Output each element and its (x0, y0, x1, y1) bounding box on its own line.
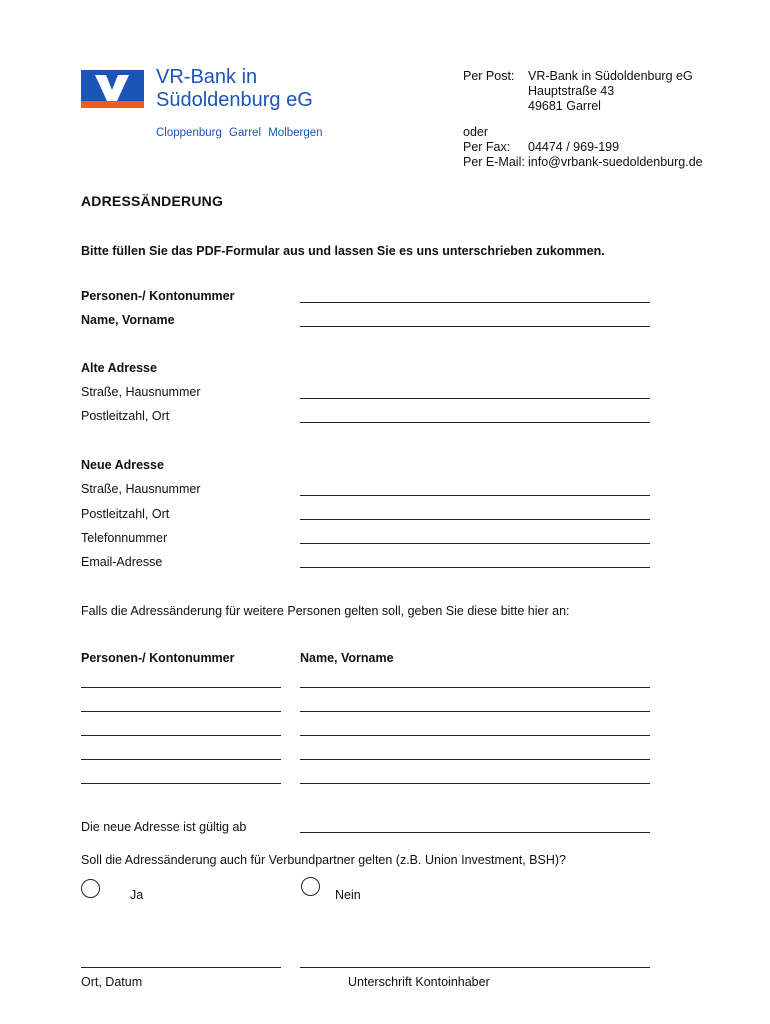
name-field[interactable] (300, 326, 650, 327)
fax-label: Per Fax: (463, 140, 511, 154)
extra-account-field-1[interactable] (81, 687, 281, 688)
option-yes-label: Ja (130, 888, 144, 902)
extra-name-field-3[interactable] (300, 735, 650, 736)
per-post-label: Per Post: (463, 69, 515, 83)
extra-name-field-4[interactable] (300, 759, 650, 760)
post-address (528, 69, 693, 114)
old-address-heading: Alte Adresse (81, 361, 157, 375)
bank-name-line2: Südoldenburg eG (156, 89, 313, 111)
old-street-field[interactable] (300, 398, 650, 399)
account-field[interactable] (300, 302, 650, 303)
col-name-header: Name, Vorname (300, 651, 394, 665)
bank-locations: Cloppenburg Garrel Molbergen (156, 127, 323, 139)
bank-name (156, 66, 313, 112)
form-title: ADRESSÄNDERUNG (81, 193, 224, 209)
col-account-header: Personen-/ Kontonummer (81, 651, 235, 665)
signature-field[interactable] (300, 967, 650, 968)
post-street: Hauptstraße 43 (528, 84, 615, 98)
radio-yes[interactable] (81, 879, 100, 898)
account-label: Personen-/ Kontonummer (81, 289, 235, 303)
new-street-field[interactable] (300, 495, 650, 496)
phone-field[interactable] (300, 543, 650, 544)
email-address-label: Email-Adresse (81, 555, 163, 569)
valid-from-label: Die neue Adresse ist gültig ab (81, 820, 247, 834)
email-address-field[interactable] (300, 567, 650, 568)
vr-bank-logo (81, 70, 144, 108)
new-city-label: Postleitzahl, Ort (81, 507, 170, 521)
extra-account-field-3[interactable] (81, 735, 281, 736)
old-street-label: Straße, Hausnummer (81, 385, 201, 399)
place-date-field[interactable] (81, 967, 281, 968)
bank-name-line1: VR-Bank in (156, 66, 258, 88)
name-label: Name, Vorname (81, 313, 175, 327)
extra-account-field-2[interactable] (81, 711, 281, 712)
form-intro: Bitte füllen Sie das PDF-Formular aus und lassen Sie es uns unterschrieben zukommen. (81, 244, 605, 258)
option-no-label: Nein (335, 888, 361, 902)
email-label: Per E-Mail: (463, 155, 525, 169)
post-city: 49681 Garrel (528, 99, 601, 113)
email-value[interactable]: info@vrbank-suedoldenburg.de (528, 155, 703, 169)
new-street-label: Straße, Hausnummer (81, 482, 201, 496)
radio-no[interactable] (301, 877, 320, 896)
oder-text: oder (463, 125, 489, 139)
extra-name-field-2[interactable] (300, 711, 650, 712)
post-name: VR-Bank in Südoldenburg eG (528, 69, 693, 83)
new-address-heading: Neue Adresse (81, 458, 164, 472)
new-city-field[interactable] (300, 519, 650, 520)
place-date-label: Ort, Datum (81, 975, 143, 989)
extra-account-field-5[interactable] (81, 783, 281, 784)
fax-value: 04474 / 969-199 (528, 140, 620, 154)
signature-label: Unterschrift Kontoinhaber (348, 975, 490, 989)
phone-label: Telefonnummer (81, 531, 168, 545)
old-city-field[interactable] (300, 422, 650, 423)
partner-question: Soll die Adressänderung auch für Verbundpartner gelten (z.B. Union Investment, BSH)? (81, 853, 567, 867)
extra-name-field-5[interactable] (300, 783, 650, 784)
extra-account-field-4[interactable] (81, 759, 281, 760)
old-city-label: Postleitzahl, Ort (81, 409, 170, 423)
valid-from-field[interactable] (300, 832, 650, 833)
extra-name-field-1[interactable] (300, 687, 650, 688)
more-persons-text: Falls die Adressänderung für weitere Personen gelten soll, geben Sie diese bitte hier an: (81, 604, 570, 618)
